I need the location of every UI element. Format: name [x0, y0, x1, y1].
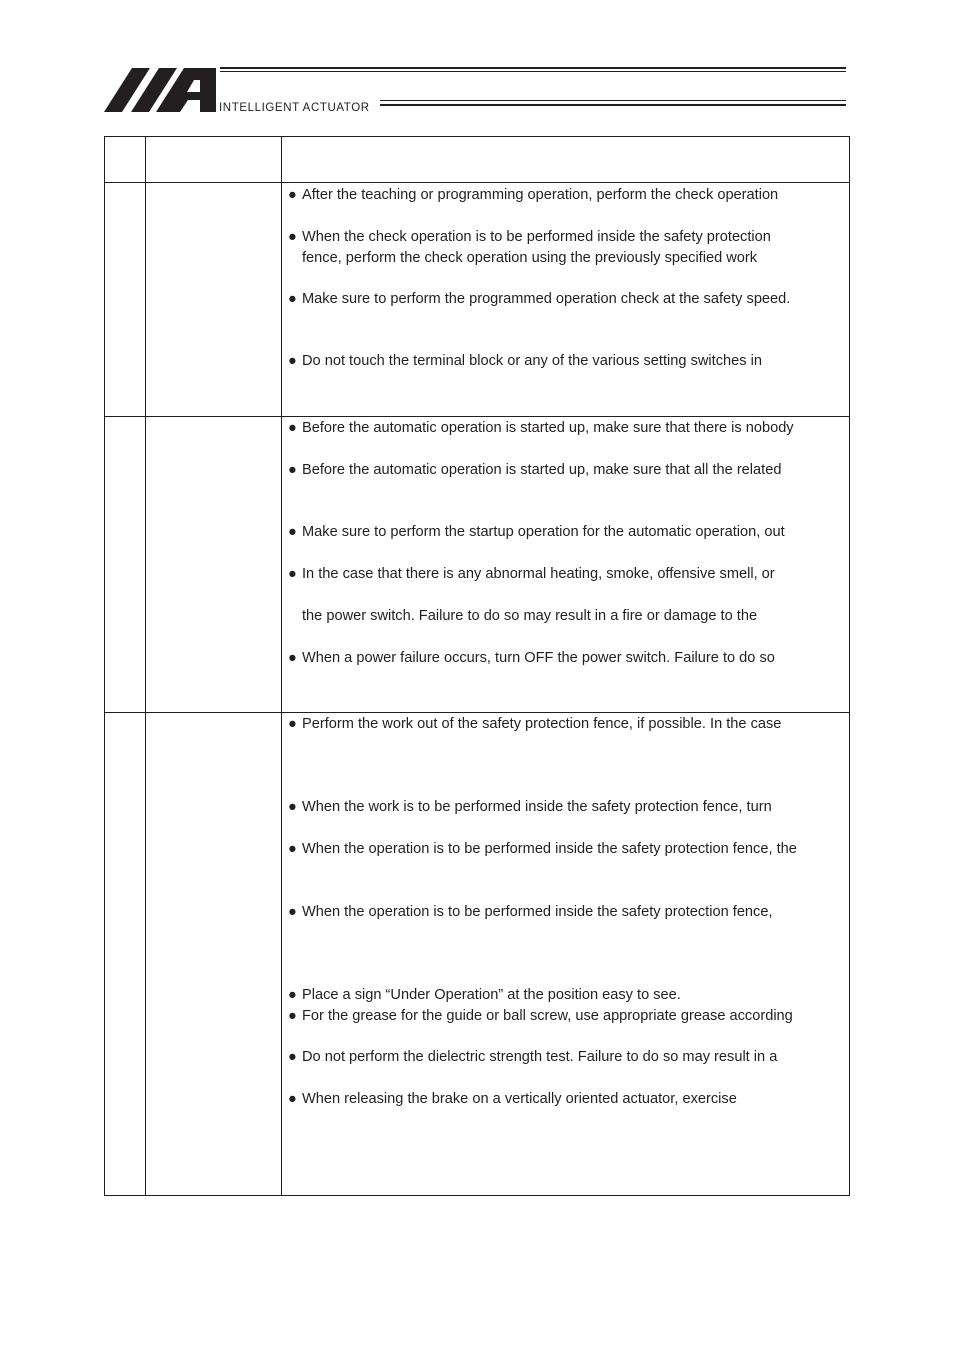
item-line: Do not touch the terminal block or any of the various setting switches in [302, 353, 762, 369]
header-rule-top-1 [220, 67, 846, 69]
table-border-top [104, 136, 850, 137]
bullet-icon: ● [288, 1008, 297, 1024]
header-rule-top-2 [220, 71, 846, 72]
item-line: When the operation is to be performed inside the safety protection fence, the [302, 841, 797, 857]
item-line: Place a sign “Under Operation” at the position easy to see. [302, 987, 681, 1003]
item-line: When releasing the brake on a vertically oriented actuator, exercise [302, 1091, 737, 1107]
item-line: Make sure to perform the startup operation for the automatic operation, out [302, 524, 785, 540]
list-item [288, 1047, 848, 1068]
brand-text: INTELLIGENT ACTUATOR [219, 102, 370, 114]
list-item [288, 289, 848, 310]
list-item [288, 227, 848, 266]
header-rule-bottom-1 [380, 100, 846, 101]
header-rule-bottom-2 [380, 104, 846, 106]
item-line: When the check operation is to be performed inside the safety protection [302, 229, 771, 245]
bullet-icon: ● [288, 462, 297, 478]
list-item [288, 714, 848, 735]
item-line: Do not perform the dielectric strength test. Failure to do so may result in a [302, 1049, 778, 1065]
item-line: In the case that there is any abnormal heating, smoke, offensive smell, or [302, 566, 775, 582]
list-item [288, 522, 848, 543]
item-line: the power switch. Failure to do so may result in a fire or damage to the [302, 608, 758, 624]
list-item [288, 839, 848, 860]
bullet-icon: ● [288, 841, 297, 857]
bullet-icon: ● [288, 229, 297, 245]
item-line: When the work is to be performed inside the safety protection fence, turn [302, 799, 772, 815]
table-border-bottom [104, 1195, 850, 1196]
table-border-left [104, 136, 105, 1196]
list-item [288, 1089, 848, 1110]
iai-logo [104, 66, 216, 114]
item-line: When a power failure occurs, turn OFF the power switch. Failure to do so [302, 650, 775, 666]
list-item [288, 1006, 848, 1027]
bullet-icon: ● [288, 420, 297, 436]
item-line: After the teaching or programming operation, perform the check operation [302, 187, 779, 203]
item-line: Before the automatic operation is started up, make sure that all the related [302, 462, 782, 478]
table-column-divider-2 [281, 136, 282, 1196]
item-line: When the operation is to be performed inside the safety protection fence, [302, 904, 773, 920]
bullet-icon: ● [288, 1091, 297, 1107]
bullet-icon: ● [288, 987, 297, 1003]
list-item [288, 418, 848, 439]
list-item [288, 797, 848, 818]
list-item [288, 185, 848, 206]
item-line: Before the automatic operation is started up, make sure that there is nobody [302, 420, 794, 436]
table-header-divider [104, 182, 850, 183]
list-item [288, 351, 848, 372]
table-column-divider-1 [145, 136, 146, 1196]
bullet-icon: ● [288, 291, 297, 307]
item-line: For the grease for the guide or ball screw, use appropriate grease according [302, 1008, 793, 1024]
bullet-icon: ● [288, 650, 297, 666]
list-item [288, 648, 848, 669]
bullet-icon: ● [288, 187, 297, 203]
item-line: Perform the work out of the safety protection fence, if possible. In the case [302, 716, 782, 732]
bullet-icon: ● [288, 524, 297, 540]
item-line: fence, perform the check operation using the previously specified work [302, 250, 758, 266]
bullet-icon: ● [288, 904, 297, 920]
bullet-icon: ● [288, 799, 297, 815]
list-item [288, 564, 848, 585]
list-item [288, 460, 848, 481]
bullet-icon: ● [288, 1049, 297, 1065]
list-item [288, 985, 848, 1006]
bullet-icon: ● [288, 566, 297, 582]
table-border-right [849, 136, 850, 1196]
bullet-icon: ● [288, 353, 297, 369]
list-item [288, 902, 848, 923]
bullet-icon: ● [288, 716, 297, 732]
item-line: Make sure to perform the programmed operation check at the safety speed. [302, 291, 791, 307]
